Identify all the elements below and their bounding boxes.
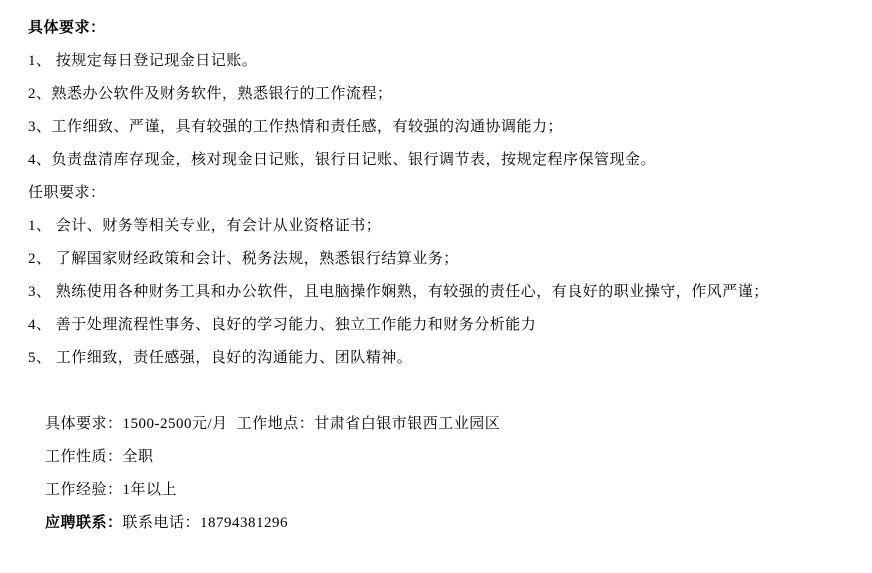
qualification-item-2: 2、 了解国家财经政策和会计、税务法规，熟悉银行结算业务；	[28, 251, 459, 267]
experience-label: 工作经验：	[45, 482, 123, 498]
contact-label: 应聘联系：	[45, 515, 123, 531]
salary-value: 1500-2500元/月	[122, 416, 228, 432]
contact-phone-number: 18794381296	[200, 515, 289, 531]
contact-method-label: 联系电话：	[122, 515, 201, 531]
section-title-specific-requirements: 具体要求：	[28, 20, 106, 36]
location-label: 工作地点：	[236, 416, 315, 432]
qualification-item-4: 4、 善于处理流程性事务、良好的学习能力、独立工作能力和财务分析能力	[28, 317, 537, 333]
job-type-value: 全职	[122, 449, 154, 465]
experience-value: 1年以上	[122, 482, 178, 498]
qualification-item-1: 1、 会计、财务等相关专业，有会计从业资格证书；	[28, 218, 382, 234]
specific-requirement-item-3: 3、工作细致、严谨，具有较强的工作热情和责任感，有较强的沟通协调能力；	[28, 119, 564, 135]
specific-requirement-item-1: 1、 按规定每日登记现金日记账。	[28, 53, 258, 69]
salary-location-line	[28, 375, 856, 432]
specific-requirement-item-2: 2、熟悉办公软件及财务软件，熟悉银行的工作流程；	[28, 86, 393, 102]
qualification-item-3: 3、 熟练使用各种财务工具和办公软件，且电脑操作娴熟，有较强的责任心，有良好的职业操守，作风严谨；	[28, 284, 769, 300]
salary-label: 具体要求：	[45, 416, 123, 432]
location-value: 甘肃省白银市银西工业园区	[314, 416, 501, 432]
specific-requirement-item-4: 4、负责盘清库存现金，核对现金日记账，银行日记账、银行调节表，按规定程序保管现金。	[28, 152, 657, 168]
qualification-item-5: 5、 工作细致，责任感强，良好的沟通能力、团队精神。	[28, 350, 413, 366]
section-title-qualifications: 任职要求：	[28, 185, 106, 201]
job-type-label: 工作性质：	[45, 449, 123, 465]
